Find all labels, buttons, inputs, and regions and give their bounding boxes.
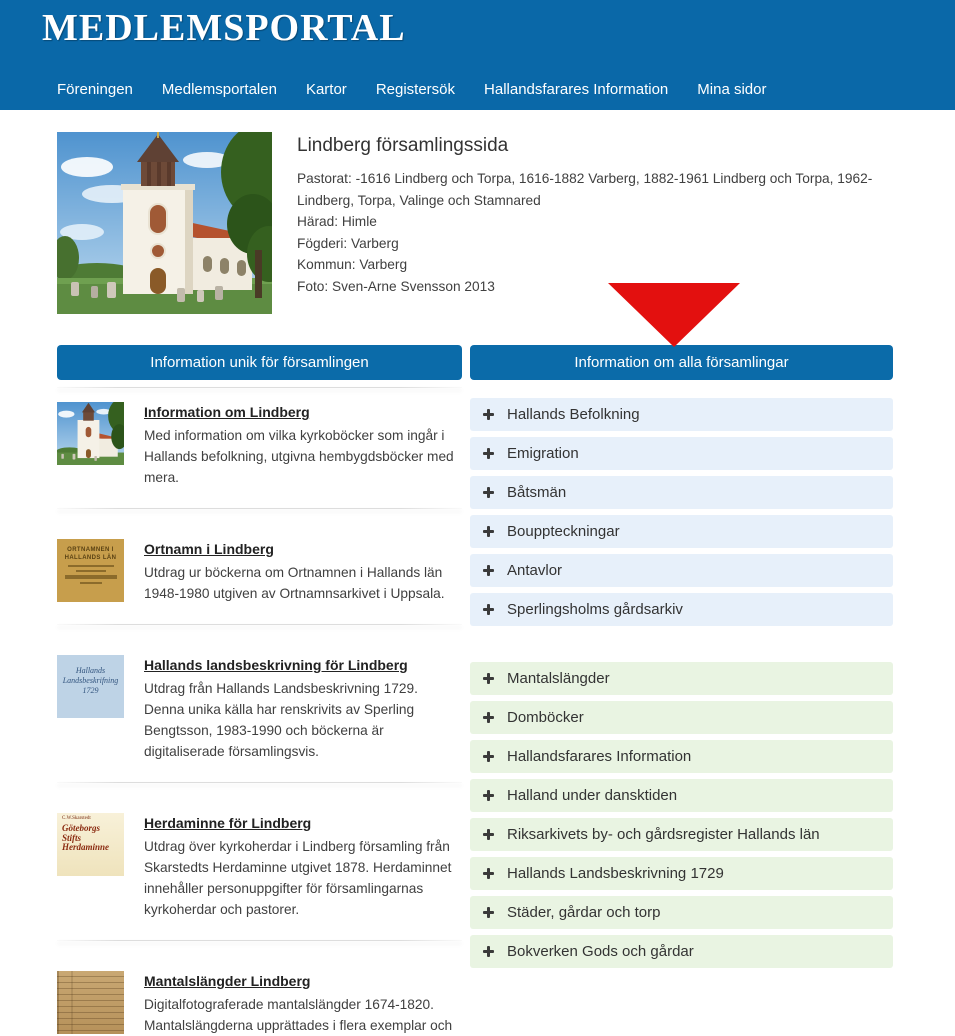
- accordion-item[interactable]: [470, 896, 893, 929]
- plus-icon: [483, 448, 494, 459]
- accordion-item[interactable]: [470, 554, 893, 587]
- list-item-body: [144, 655, 462, 762]
- item-description: Med information om vilka kyrkoböcker som ingår i Hallands befolkning, utgivna hembygdsböcker med mera.: [144, 428, 454, 485]
- accordion-item[interactable]: [470, 398, 893, 431]
- accordion-item[interactable]: [470, 662, 893, 695]
- cover-text: ORTNAMNEN I: [67, 547, 114, 553]
- plus-icon: [483, 673, 494, 684]
- cover-text: C.W.Skarstedt: [62, 816, 91, 821]
- item-link-ortnamn-i-lindberg[interactable]: Ortnamn i Lindberg: [144, 541, 274, 557]
- document-thumbnail[interactable]: [57, 971, 124, 1034]
- list-item: [57, 813, 462, 920]
- accordion-item[interactable]: [470, 779, 893, 812]
- list-item-body: [144, 971, 462, 1036]
- accordion-label: Mantalslängder: [507, 670, 610, 687]
- divider: [57, 624, 462, 625]
- main-nav: [57, 81, 766, 98]
- plus-icon: [483, 604, 494, 615]
- item-link-hallands-landsbeskrivning[interactable]: Hallands landsbeskrivning för Lindberg: [144, 657, 408, 673]
- accordion-label: Båtsmän: [507, 484, 567, 501]
- book-cover-herdaminne-thumbnail[interactable]: [57, 813, 124, 876]
- item-description: Utdrag från Hallands Landsbeskrivning 1729. Denna unika källa har renskrivits av Sperling Bengtsson, 1983-1990 och böckerna är digitaliserade församlingsvis.: [144, 681, 418, 759]
- accordion-label: Bokverken Gods och gårdar: [507, 943, 694, 960]
- divider: [57, 940, 462, 941]
- item-link-herdaminne[interactable]: Herdaminne för Lindberg: [144, 815, 312, 831]
- parish-fogderi: Fögderi: Varberg: [297, 235, 399, 251]
- church-thumbnail[interactable]: [57, 402, 124, 465]
- accordion-item[interactable]: [470, 857, 893, 890]
- unique-info-column: [57, 345, 462, 1036]
- cover-text: HALLANDS LÄN: [64, 555, 117, 561]
- nav-item-hallandsfarares-information[interactable]: Hallandsfarares Information: [484, 81, 669, 98]
- accordion-item[interactable]: [470, 515, 893, 548]
- item-description: Digitalfotograferade mantalslängder 1674-1820. Mantalslängderna upprättades i flera exemplar och: [144, 997, 453, 1033]
- plus-icon: [483, 829, 494, 840]
- item-description: Utdrag ur böckerna om Ortnamnen i Hallands län 1948-1980 utgiven av Ortnamnsarkivet i Uppsala.: [144, 565, 445, 601]
- list-item-body: [144, 813, 462, 920]
- accordion-label: Antavlor: [507, 562, 563, 579]
- accordion-item[interactable]: [470, 818, 893, 851]
- item-link-mantalslangder[interactable]: Mantalslängder Lindberg: [144, 973, 311, 989]
- parish-kommun: Kommun: Varberg: [297, 257, 408, 272]
- nav-item-mina-sidor[interactable]: Mina sidor: [697, 81, 767, 98]
- nav-item-medlemsportalen[interactable]: Medlemsportalen: [161, 81, 277, 98]
- cover-text: Göteborgs: [62, 823, 100, 833]
- cover-text: Herdaminne: [62, 842, 110, 852]
- accordion-label: Hallandsfarares Information: [507, 748, 692, 765]
- site-logo: MEDLEMSPORTAL: [42, 7, 406, 49]
- plus-icon: [483, 790, 494, 801]
- accordion-label: Hallands Landsbeskrivning 1729: [507, 865, 724, 882]
- cover-text: Stifts: [62, 832, 82, 843]
- all-parishes-column: [470, 345, 893, 1036]
- accordion-label: Riksarkivets by- och gårdsregister Hallands län: [507, 826, 820, 843]
- plus-icon: [483, 868, 494, 879]
- plus-icon: [483, 907, 494, 918]
- plus-icon: [483, 712, 494, 723]
- divider: [57, 387, 462, 388]
- accordion-item[interactable]: [470, 740, 893, 773]
- item-link-information-om-lindberg[interactable]: Information om Lindberg: [144, 404, 310, 420]
- page-title: Lindberg församlingssida: [297, 135, 509, 156]
- nav-item-foreningen[interactable]: Föreningen: [57, 81, 133, 98]
- accordion-label: Halland under dansktiden: [507, 787, 678, 804]
- plus-icon: [483, 565, 494, 576]
- plus-icon: [483, 409, 494, 420]
- content-columns: [57, 345, 893, 1036]
- church-photo: [57, 132, 272, 314]
- list-item: [57, 402, 462, 488]
- accordion-label: Städer, gårdar och torp: [507, 904, 661, 921]
- accordion-label: Sperlingsholms gårdsarkiv: [507, 601, 683, 618]
- item-description: Utdrag över kyrkoherdar i Lindberg församling från Skarstedts Herdaminne utgivet 1878. Herdaminnet innehåller personuppgifter för församlingarnas kyrkoherdar och pastorer.: [144, 839, 452, 917]
- accordion-label: Bouppteckningar: [507, 523, 620, 540]
- left-column-header[interactable]: Information unik för församlingen: [57, 345, 462, 380]
- accordion-item[interactable]: [470, 437, 893, 470]
- list-item: [57, 655, 462, 762]
- accordion-item[interactable]: [470, 476, 893, 509]
- group-gap: [470, 632, 893, 662]
- plus-icon: [483, 526, 494, 537]
- parish-header: [57, 132, 893, 314]
- plus-icon: [483, 751, 494, 762]
- list-item: [57, 971, 462, 1036]
- accordion-label: Hallands Befolkning: [507, 406, 640, 423]
- list-item-body: [144, 402, 462, 488]
- cover-text: Hallands: [75, 666, 106, 675]
- accordion-item[interactable]: [470, 701, 893, 734]
- book-cover-landsbeskrivning-thumbnail[interactable]: [57, 655, 124, 718]
- plus-icon: [483, 487, 494, 498]
- list-item-body: [144, 539, 462, 604]
- parish-info: [297, 132, 893, 314]
- accordion-label: Emigration: [507, 445, 579, 462]
- accordion-item[interactable]: [470, 593, 893, 626]
- red-down-arrow-icon: [608, 283, 740, 347]
- nav-item-kartor[interactable]: Kartor: [305, 81, 347, 98]
- top-banner: [0, 0, 955, 110]
- accordion-item[interactable]: [470, 935, 893, 968]
- parish-harad: Härad: Himle: [297, 214, 377, 229]
- cover-text: Landsbeskrifning: [62, 676, 119, 685]
- list-item: [57, 539, 462, 604]
- parish-pastorat: Pastorat: -1616 Lindberg och Torpa, 1616-1882 Varberg, 1882-1961 Lindberg och Torpa, 1962- Lindberg, Torpa, Valinge och Stamnared: [297, 171, 873, 208]
- nav-item-registersok[interactable]: Registersök: [375, 81, 456, 98]
- plus-icon: [483, 946, 494, 957]
- accordion-label: Domböcker: [507, 709, 584, 726]
- right-column-header[interactable]: Information om alla församlingar: [470, 345, 893, 380]
- divider: [57, 508, 462, 509]
- parish-foto: Foto: Sven-Arne Svensson 2013: [297, 278, 495, 294]
- divider: [57, 782, 462, 783]
- book-cover-ortnamn-thumbnail[interactable]: [57, 539, 124, 602]
- cover-text: 1729: [82, 686, 99, 695]
